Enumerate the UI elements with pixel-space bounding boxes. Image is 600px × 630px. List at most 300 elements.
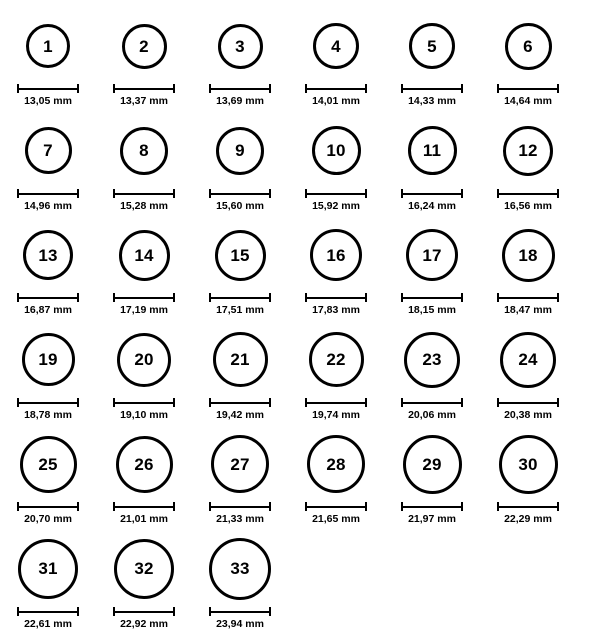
ring-circle-wrap <box>312 117 361 185</box>
ring-size-cell <box>384 12 480 107</box>
ring-size-row <box>0 430 600 525</box>
ring-size-cell <box>480 430 576 525</box>
ring-circle <box>500 332 556 388</box>
ring-circle-wrap <box>18 535 78 603</box>
dimension-tick-left <box>113 607 115 616</box>
ring-size-label: 33 <box>230 559 250 578</box>
ring-size-row <box>0 117 600 212</box>
dimension-line <box>305 293 367 302</box>
dimension-line <box>401 398 463 407</box>
dimension-bar <box>17 193 79 195</box>
ring-size-cell <box>96 12 192 107</box>
dimension-tick-left <box>113 398 115 407</box>
diameter-label: 14,01 mm <box>312 95 360 107</box>
ring-circle <box>20 436 77 493</box>
dimension-tick-left <box>209 607 211 616</box>
dimension-tick-right <box>365 293 367 302</box>
dimension-bar <box>497 297 559 299</box>
ring-size-cell <box>480 12 576 107</box>
dimension-bar <box>17 506 79 508</box>
ring-circle <box>22 333 75 386</box>
ring-size-label: 20 <box>134 350 154 369</box>
dimension-tick-left <box>113 293 115 302</box>
ring-size-label: 2 <box>139 36 149 56</box>
ring-size-label: 31 <box>38 559 58 578</box>
ring-circle <box>216 127 264 175</box>
ring-circle <box>23 230 73 280</box>
dimension-bar <box>113 193 175 195</box>
ring-size-cell <box>192 430 288 525</box>
diameter-label: 18,47 mm <box>504 304 552 316</box>
dimension-line <box>305 398 367 407</box>
diameter-label: 22,29 mm <box>504 513 552 525</box>
ring-size-row <box>0 221 600 316</box>
ring-circle <box>309 332 364 387</box>
dimension-tick-left <box>209 189 211 198</box>
ring-circle <box>116 436 173 493</box>
diameter-label: 16,87 mm <box>24 304 72 316</box>
diameter-label: 21,01 mm <box>120 513 168 525</box>
ring-circle <box>119 230 170 281</box>
dimension-line <box>401 502 463 511</box>
ring-size-cell <box>0 535 96 630</box>
ring-circle-wrap <box>209 535 271 603</box>
ring-size-label: 4 <box>331 36 341 56</box>
diameter-label: 22,61 mm <box>24 617 72 630</box>
ring-circle <box>218 24 263 69</box>
dimension-tick-right <box>77 293 79 302</box>
dimension-tick-left <box>305 398 307 407</box>
dimension-tick-right <box>77 189 79 198</box>
diameter-label: 18,15 mm <box>408 304 456 316</box>
dimension-tick-right <box>77 84 79 93</box>
ring-circle-wrap <box>213 326 268 394</box>
ring-size-cell <box>192 535 288 630</box>
dimension-bar <box>17 88 79 90</box>
dimension-tick-right <box>269 293 271 302</box>
dimension-tick-left <box>17 502 19 511</box>
dimension-tick-right <box>461 189 463 198</box>
ring-circle-wrap <box>503 117 553 185</box>
ring-size-cell <box>0 117 96 212</box>
dimension-bar <box>401 88 463 90</box>
dimension-tick-left <box>401 293 403 302</box>
ring-circle-wrap <box>215 221 266 289</box>
dimension-tick-right <box>269 398 271 407</box>
ring-size-label: 18 <box>518 245 538 265</box>
dimension-tick-left <box>209 502 211 511</box>
diameter-label: 22,92 mm <box>120 617 168 630</box>
dimension-tick-right <box>461 293 463 302</box>
ring-circle-wrap <box>26 12 70 80</box>
ring-size-label: 17 <box>422 245 442 265</box>
ring-circle-wrap <box>500 326 556 394</box>
dimension-bar <box>497 506 559 508</box>
ring-circle-wrap <box>23 221 73 289</box>
dimension-line <box>209 84 271 93</box>
diameter-label: 17,51 mm <box>216 304 264 316</box>
ring-size-cell <box>0 430 96 525</box>
diameter-label: 17,83 mm <box>312 304 360 316</box>
dimension-tick-left <box>113 189 115 198</box>
ring-circle <box>310 229 362 281</box>
ring-circle <box>209 538 271 600</box>
dimension-tick-left <box>113 84 115 93</box>
dimension-bar <box>401 402 463 404</box>
ring-size-label: 22 <box>326 350 346 369</box>
dimension-bar <box>209 88 271 90</box>
ring-circle <box>25 127 72 174</box>
ring-size-cell <box>192 221 288 316</box>
dimension-line <box>17 607 79 616</box>
dimension-tick-right <box>461 84 463 93</box>
ring-circle <box>213 332 268 387</box>
ring-size-cell <box>480 117 576 212</box>
ring-size-cell <box>480 221 576 316</box>
ring-size-label: 15 <box>230 245 250 265</box>
dimension-tick-right <box>365 398 367 407</box>
ring-size-cell <box>96 326 192 421</box>
ring-circle-wrap <box>119 221 170 289</box>
ring-size-row <box>0 535 600 630</box>
ring-size-label: 16 <box>326 245 346 265</box>
ring-circle <box>120 127 168 175</box>
dimension-line <box>209 607 271 616</box>
dimension-tick-left <box>497 189 499 198</box>
ring-circle <box>211 435 269 493</box>
dimension-line <box>305 189 367 198</box>
ring-size-cell <box>192 326 288 421</box>
diameter-label: 13,37 mm <box>120 95 168 107</box>
ring-circle-wrap <box>502 221 555 289</box>
dimension-tick-right <box>77 607 79 616</box>
ring-size-label: 21 <box>230 350 250 369</box>
diameter-label: 18,78 mm <box>24 408 72 421</box>
dimension-tick-right <box>365 189 367 198</box>
dimension-tick-right <box>557 293 559 302</box>
diameter-label: 21,97 mm <box>408 513 456 525</box>
dimension-line <box>401 84 463 93</box>
dimension-line <box>17 502 79 511</box>
ring-circle <box>117 333 171 387</box>
dimension-line <box>401 293 463 302</box>
ring-circle-wrap <box>211 430 269 498</box>
dimension-bar <box>209 506 271 508</box>
diameter-label: 20,70 mm <box>24 513 72 525</box>
dimension-line <box>497 502 559 511</box>
dimension-tick-left <box>113 502 115 511</box>
ring-size-label: 25 <box>38 454 58 474</box>
ring-size-cell <box>480 326 576 421</box>
ring-size-label: 7 <box>43 141 53 160</box>
ring-size-label: 8 <box>139 141 149 160</box>
ring-size-label: 23 <box>422 350 442 369</box>
dimension-tick-left <box>305 502 307 511</box>
dimension-tick-left <box>401 398 403 407</box>
ring-size-label: 12 <box>518 141 538 160</box>
ring-circle-wrap <box>216 117 264 185</box>
ring-circle-wrap <box>505 12 552 80</box>
ring-circle <box>307 435 365 493</box>
diameter-label: 15,92 mm <box>312 199 360 212</box>
ring-circle <box>18 539 78 599</box>
dimension-line <box>17 398 79 407</box>
ring-size-row <box>0 12 600 107</box>
dimension-bar <box>497 402 559 404</box>
ring-circle-wrap <box>114 535 174 603</box>
ring-size-cell <box>96 221 192 316</box>
ring-size-label: 9 <box>235 141 245 160</box>
dimension-bar <box>17 611 79 613</box>
dimension-bar <box>113 297 175 299</box>
dimension-tick-left <box>401 189 403 198</box>
dimension-bar <box>305 193 367 195</box>
dimension-bar <box>305 297 367 299</box>
ring-circle <box>114 539 174 599</box>
dimension-line <box>17 84 79 93</box>
dimension-tick-right <box>269 189 271 198</box>
ring-circle <box>312 126 361 175</box>
dimension-tick-left <box>305 84 307 93</box>
dimension-line <box>209 189 271 198</box>
dimension-tick-left <box>401 502 403 511</box>
ring-circle <box>409 23 455 69</box>
diameter-label: 19,74 mm <box>312 408 360 421</box>
diameter-label: 15,28 mm <box>120 199 168 212</box>
dimension-tick-right <box>557 398 559 407</box>
ring-size-label: 27 <box>230 454 250 474</box>
ring-circle-wrap <box>122 12 167 80</box>
dimension-tick-left <box>497 398 499 407</box>
ring-size-chart <box>0 12 600 630</box>
ring-size-cell <box>384 326 480 421</box>
ring-size-cell <box>288 117 384 212</box>
dimension-line <box>497 293 559 302</box>
diameter-label: 14,33 mm <box>408 95 456 107</box>
diameter-label: 23,94 mm <box>216 617 264 630</box>
ring-size-cell <box>192 117 288 212</box>
ring-circle-wrap <box>218 12 263 80</box>
ring-circle-wrap <box>116 430 173 498</box>
dimension-tick-right <box>269 84 271 93</box>
dimension-tick-left <box>305 189 307 198</box>
dimension-tick-left <box>497 293 499 302</box>
dimension-line <box>17 189 79 198</box>
ring-size-label: 26 <box>134 454 154 474</box>
dimension-tick-left <box>305 293 307 302</box>
dimension-bar <box>209 402 271 404</box>
dimension-tick-right <box>173 84 175 93</box>
diameter-label: 14,96 mm <box>24 199 72 212</box>
ring-size-label: 28 <box>326 454 346 474</box>
dimension-tick-right <box>173 189 175 198</box>
dimension-tick-right <box>173 607 175 616</box>
ring-circle-wrap <box>499 430 558 498</box>
ring-circle-wrap <box>404 326 460 394</box>
ring-size-cell <box>96 117 192 212</box>
dimension-bar <box>17 297 79 299</box>
dimension-tick-left <box>17 607 19 616</box>
ring-size-label: 13 <box>38 245 58 265</box>
diameter-label: 19,42 mm <box>216 408 264 421</box>
ring-size-label: 3 <box>235 36 245 56</box>
dimension-bar <box>305 402 367 404</box>
dimension-line <box>497 398 559 407</box>
ring-size-cell <box>0 221 96 316</box>
ring-size-label: 30 <box>518 454 538 474</box>
ring-size-label: 14 <box>134 245 154 265</box>
ring-size-label: 10 <box>326 141 346 160</box>
diameter-label: 13,05 mm <box>24 95 72 107</box>
dimension-tick-left <box>497 84 499 93</box>
diameter-label: 16,24 mm <box>408 199 456 212</box>
dimension-bar <box>113 506 175 508</box>
ring-size-label: 32 <box>134 559 154 578</box>
ring-size-label: 5 <box>427 36 437 56</box>
ring-size-label: 24 <box>518 350 538 369</box>
dimension-line <box>113 502 175 511</box>
dimension-bar <box>209 611 271 613</box>
dimension-bar <box>497 88 559 90</box>
ring-size-row <box>0 326 600 421</box>
dimension-tick-right <box>557 84 559 93</box>
dimension-line <box>305 84 367 93</box>
ring-circle <box>505 23 552 70</box>
diameter-label: 15,60 mm <box>216 199 264 212</box>
dimension-bar <box>401 506 463 508</box>
ring-circle <box>406 229 458 281</box>
ring-circle <box>404 332 460 388</box>
dimension-bar <box>401 193 463 195</box>
ring-circle <box>408 126 457 175</box>
ring-circle <box>215 230 266 281</box>
dimension-tick-right <box>77 502 79 511</box>
ring-size-cell <box>288 326 384 421</box>
diameter-label: 14,64 mm <box>504 95 552 107</box>
dimension-tick-left <box>17 84 19 93</box>
dimension-tick-right <box>557 189 559 198</box>
diameter-label: 20,06 mm <box>408 408 456 421</box>
dimension-tick-left <box>401 84 403 93</box>
ring-size-cell <box>288 12 384 107</box>
ring-size-cell <box>0 12 96 107</box>
dimension-tick-left <box>17 293 19 302</box>
dimension-bar <box>209 193 271 195</box>
ring-circle-wrap <box>25 117 72 185</box>
dimension-bar <box>113 88 175 90</box>
diameter-label: 13,69 mm <box>216 95 264 107</box>
ring-size-cell <box>0 326 96 421</box>
dimension-tick-right <box>173 502 175 511</box>
ring-circle <box>313 23 359 69</box>
ring-circle <box>122 24 167 69</box>
ring-circle-wrap <box>406 221 458 289</box>
dimension-tick-left <box>497 502 499 511</box>
ring-circle <box>26 24 70 68</box>
dimension-line <box>113 293 175 302</box>
dimension-line <box>209 293 271 302</box>
ring-size-label: 29 <box>422 454 442 474</box>
ring-size-label: 19 <box>38 350 58 369</box>
dimension-bar <box>113 402 175 404</box>
dimension-tick-right <box>461 398 463 407</box>
dimension-bar <box>17 402 79 404</box>
diameter-label: 17,19 mm <box>120 304 168 316</box>
ring-circle <box>499 435 558 494</box>
ring-size-label: 11 <box>422 141 442 160</box>
ring-size-cell <box>288 430 384 525</box>
dimension-line <box>113 398 175 407</box>
diameter-label: 20,38 mm <box>504 408 552 421</box>
dimension-bar <box>209 297 271 299</box>
dimension-tick-left <box>209 293 211 302</box>
dimension-tick-left <box>209 398 211 407</box>
ring-circle-wrap <box>22 326 75 394</box>
diameter-label: 19,10 mm <box>120 408 168 421</box>
ring-size-cell <box>192 12 288 107</box>
ring-size-label: 1 <box>43 36 53 56</box>
dimension-tick-right <box>461 502 463 511</box>
ring-size-cell <box>384 117 480 212</box>
ring-circle <box>502 229 555 282</box>
dimension-tick-right <box>269 607 271 616</box>
ring-circle-wrap <box>310 221 362 289</box>
ring-circle-wrap <box>403 430 462 498</box>
dimension-tick-left <box>17 398 19 407</box>
dimension-line <box>209 398 271 407</box>
dimension-line <box>401 189 463 198</box>
ring-size-cell <box>96 430 192 525</box>
diameter-label: 21,65 mm <box>312 513 360 525</box>
ring-circle-wrap <box>408 117 457 185</box>
ring-circle-wrap <box>307 430 365 498</box>
ring-circle-wrap <box>309 326 364 394</box>
dimension-tick-right <box>557 502 559 511</box>
dimension-bar <box>401 297 463 299</box>
dimension-line <box>113 189 175 198</box>
ring-size-cell <box>288 221 384 316</box>
dimension-tick-right <box>269 502 271 511</box>
dimension-line <box>497 84 559 93</box>
ring-size-label: 6 <box>523 36 533 56</box>
dimension-bar <box>497 193 559 195</box>
ring-circle-wrap <box>117 326 171 394</box>
dimension-tick-right <box>77 398 79 407</box>
ring-size-cell <box>96 535 192 630</box>
dimension-line <box>305 502 367 511</box>
dimension-line <box>113 84 175 93</box>
dimension-line <box>113 607 175 616</box>
ring-circle-wrap <box>409 12 455 80</box>
dimension-tick-right <box>365 502 367 511</box>
dimension-tick-right <box>173 398 175 407</box>
dimension-tick-left <box>209 84 211 93</box>
ring-circle-wrap <box>313 12 359 80</box>
ring-circle <box>503 126 553 176</box>
ring-circle-wrap <box>120 117 168 185</box>
dimension-line <box>209 502 271 511</box>
ring-circle-wrap <box>20 430 77 498</box>
ring-size-cell <box>384 221 480 316</box>
dimension-tick-right <box>365 84 367 93</box>
dimension-tick-left <box>17 189 19 198</box>
dimension-bar <box>305 88 367 90</box>
dimension-bar <box>305 506 367 508</box>
ring-circle <box>403 435 462 494</box>
dimension-tick-right <box>173 293 175 302</box>
ring-size-cell <box>384 430 480 525</box>
diameter-label: 16,56 mm <box>504 199 552 212</box>
